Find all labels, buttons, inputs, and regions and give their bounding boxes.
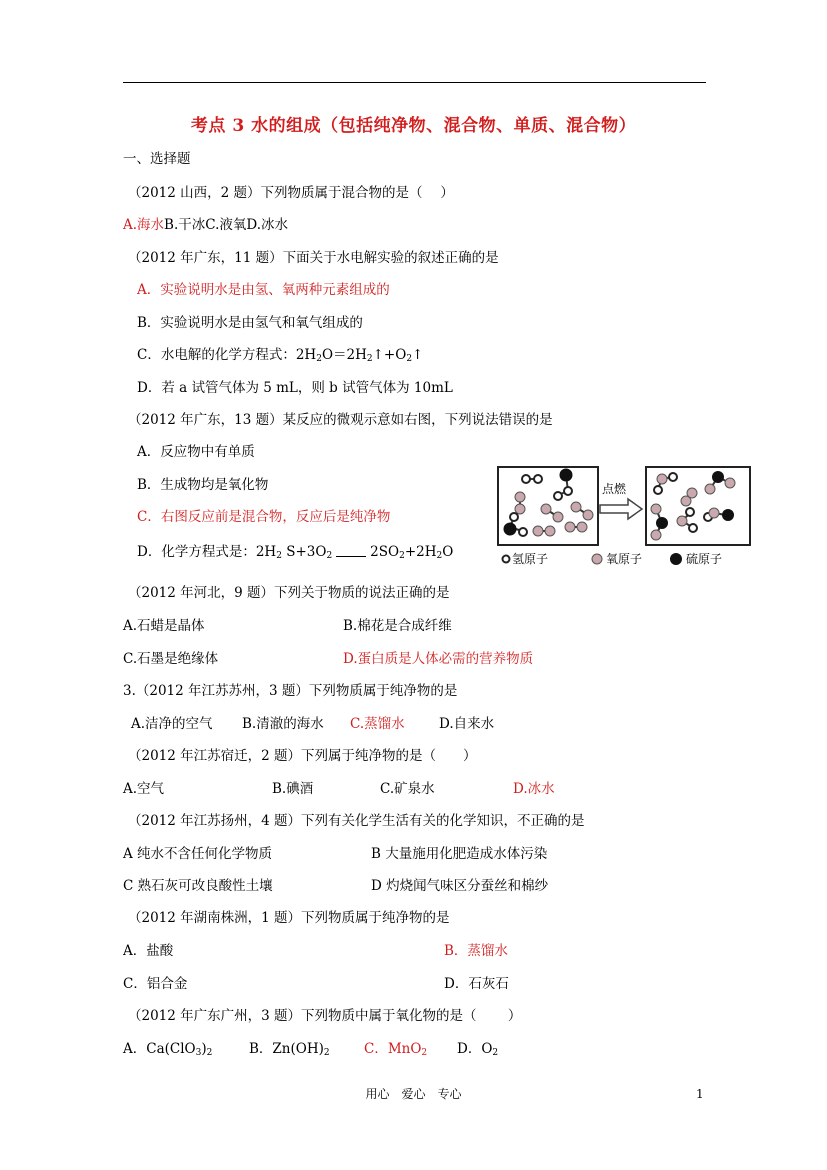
q2-option-b: B．实验说明水是由氢气和氧气组成的 — [137, 315, 363, 331]
q3-stem: （2012 年广东，13 题）某反应的微观示意如右图，下列说法错误的是 — [128, 412, 553, 428]
q1-option-b: B.干冰 — [164, 217, 206, 233]
legend-sulfur: 硫原子 — [686, 552, 723, 566]
q2-stem: （2012 年广东，11 题）下面关于水电解实验的叙述正确的是 — [128, 250, 499, 266]
q1-option-a: A.海水 — [123, 217, 165, 233]
q6-option-a: A.空气 — [123, 781, 165, 797]
q5-option-a: A.洁净的空气 — [131, 716, 213, 732]
q5-stem: 3.（2012 年江苏苏州，3 题）下列物质属于纯净物的是 — [123, 683, 458, 699]
q8-option-c: C．铝合金 — [123, 976, 188, 992]
q4-option-a: A.石蜡是晶体 — [123, 618, 205, 634]
q2-option-d: D．若 a 试管气体为 5 mL，则 b 试管气体为 10mL — [137, 380, 453, 396]
page-number: 1 — [696, 1087, 704, 1101]
q9-option-d: D．$O_2$ — [457, 1041, 499, 1058]
q8-option-d: D．石灰石 — [444, 976, 509, 992]
legend-oxygen-marker — [592, 554, 602, 564]
q1-option-c: C.液氧 — [205, 217, 247, 233]
q6-stem: （2012 年江苏宿迁，2 题）下列属于纯净物的是（ ） — [128, 748, 477, 764]
q1-options — [123, 216, 288, 234]
q7-option-d: D 灼烧闻气味区分蚕丝和棉纱 — [371, 878, 549, 894]
q9-stem: （2012 年广东广州，3 题）下列物质中属于氧化物的是（ ） — [128, 1008, 522, 1024]
page-title: 考点 3 水的组成（包括纯净物、混合物、单质、混合物） — [190, 116, 637, 136]
q8-option-a: A．盐酸 — [123, 943, 174, 959]
q4-option-d: D.蛋白质是人体必需的营养物质 — [343, 651, 534, 667]
q3-option-a: A．反应物中有单质 — [137, 444, 255, 460]
q7-option-c: C 熟石灰可改良酸性土壤 — [123, 878, 273, 894]
page-footer: 用心 爱心 专心 — [365, 1087, 462, 1101]
q4-option-b: B.棉花是合成纤维 — [343, 618, 452, 634]
reaction-diagram — [496, 465, 754, 569]
q3-option-b: B．生成物均是氧化物 — [137, 477, 269, 493]
arrow-label: 点燃 — [602, 482, 627, 496]
q5-option-c: C.蒸馏水 — [350, 716, 405, 732]
header-rule — [123, 82, 706, 83]
q6-option-d: D.冰水 — [513, 781, 555, 797]
q4-option-c: C.石墨是绝缘体 — [123, 651, 219, 667]
reactant-box — [498, 467, 598, 545]
legend-sulfur-marker — [670, 553, 682, 565]
q1-option-d: D.冰水 — [246, 217, 289, 233]
q5-option-d: D.自来水 — [439, 716, 495, 732]
q2-option-c: C．水电解的化学方程式：$2H_2O=2H_2↑+O_2↑$ — [137, 347, 424, 364]
q5-option-b: B.清澈的海水 — [242, 716, 324, 732]
legend-hydrogen-marker — [503, 556, 510, 563]
q6-option-b: B.碘酒 — [272, 781, 314, 797]
reaction-arrow — [600, 481, 642, 519]
q7-stem: （2012 年江苏扬州，4 题）下列有关化学生活有关的化学知识，不正确的是 — [128, 813, 585, 829]
legend-oxygen: 氧原子 — [606, 552, 643, 566]
q6-option-c: C.矿泉水 — [380, 781, 435, 797]
q3-option-d: D．化学方程式是：$2H_2$ $S+3O_2$ $2SO_2+2H_2O$ — [137, 544, 454, 561]
q9-option-b: B．$Zn(OH)_2$ — [249, 1041, 330, 1058]
q2-option-a: A．实验说明水是由氢、氧两种元素组成的 — [137, 282, 390, 298]
q3-option-c: C．右图反应前是混合物，反应后是纯净物 — [137, 509, 391, 525]
q1-stem: （2012 山西，2 题）下列物质属于混合物的是（ ） — [128, 185, 454, 201]
q4-stem: （2012 年河北，9 题）下列关于物质的说法正确的是 — [128, 585, 450, 601]
legend — [503, 551, 723, 566]
equation-blank — [336, 545, 366, 557]
q7-option-b: B 大量施用化肥造成水体污染 — [371, 846, 548, 862]
q8-option-b: B．蒸馏水 — [444, 943, 508, 959]
q9-option-c: C．MnO$_2$ — [364, 1041, 428, 1058]
product-box — [646, 467, 750, 545]
legend-hydrogen: 氢原子 — [512, 552, 549, 566]
q8-stem: （2012 年湖南株洲，1 题）下列物质属于纯净物的是 — [128, 910, 450, 926]
section-heading: 一、选择题 — [123, 151, 191, 167]
q7-option-a: A 纯水不含任何化学物质 — [123, 846, 273, 862]
q9-option-a: A．$Ca(ClO_3)_2$ — [123, 1041, 213, 1058]
